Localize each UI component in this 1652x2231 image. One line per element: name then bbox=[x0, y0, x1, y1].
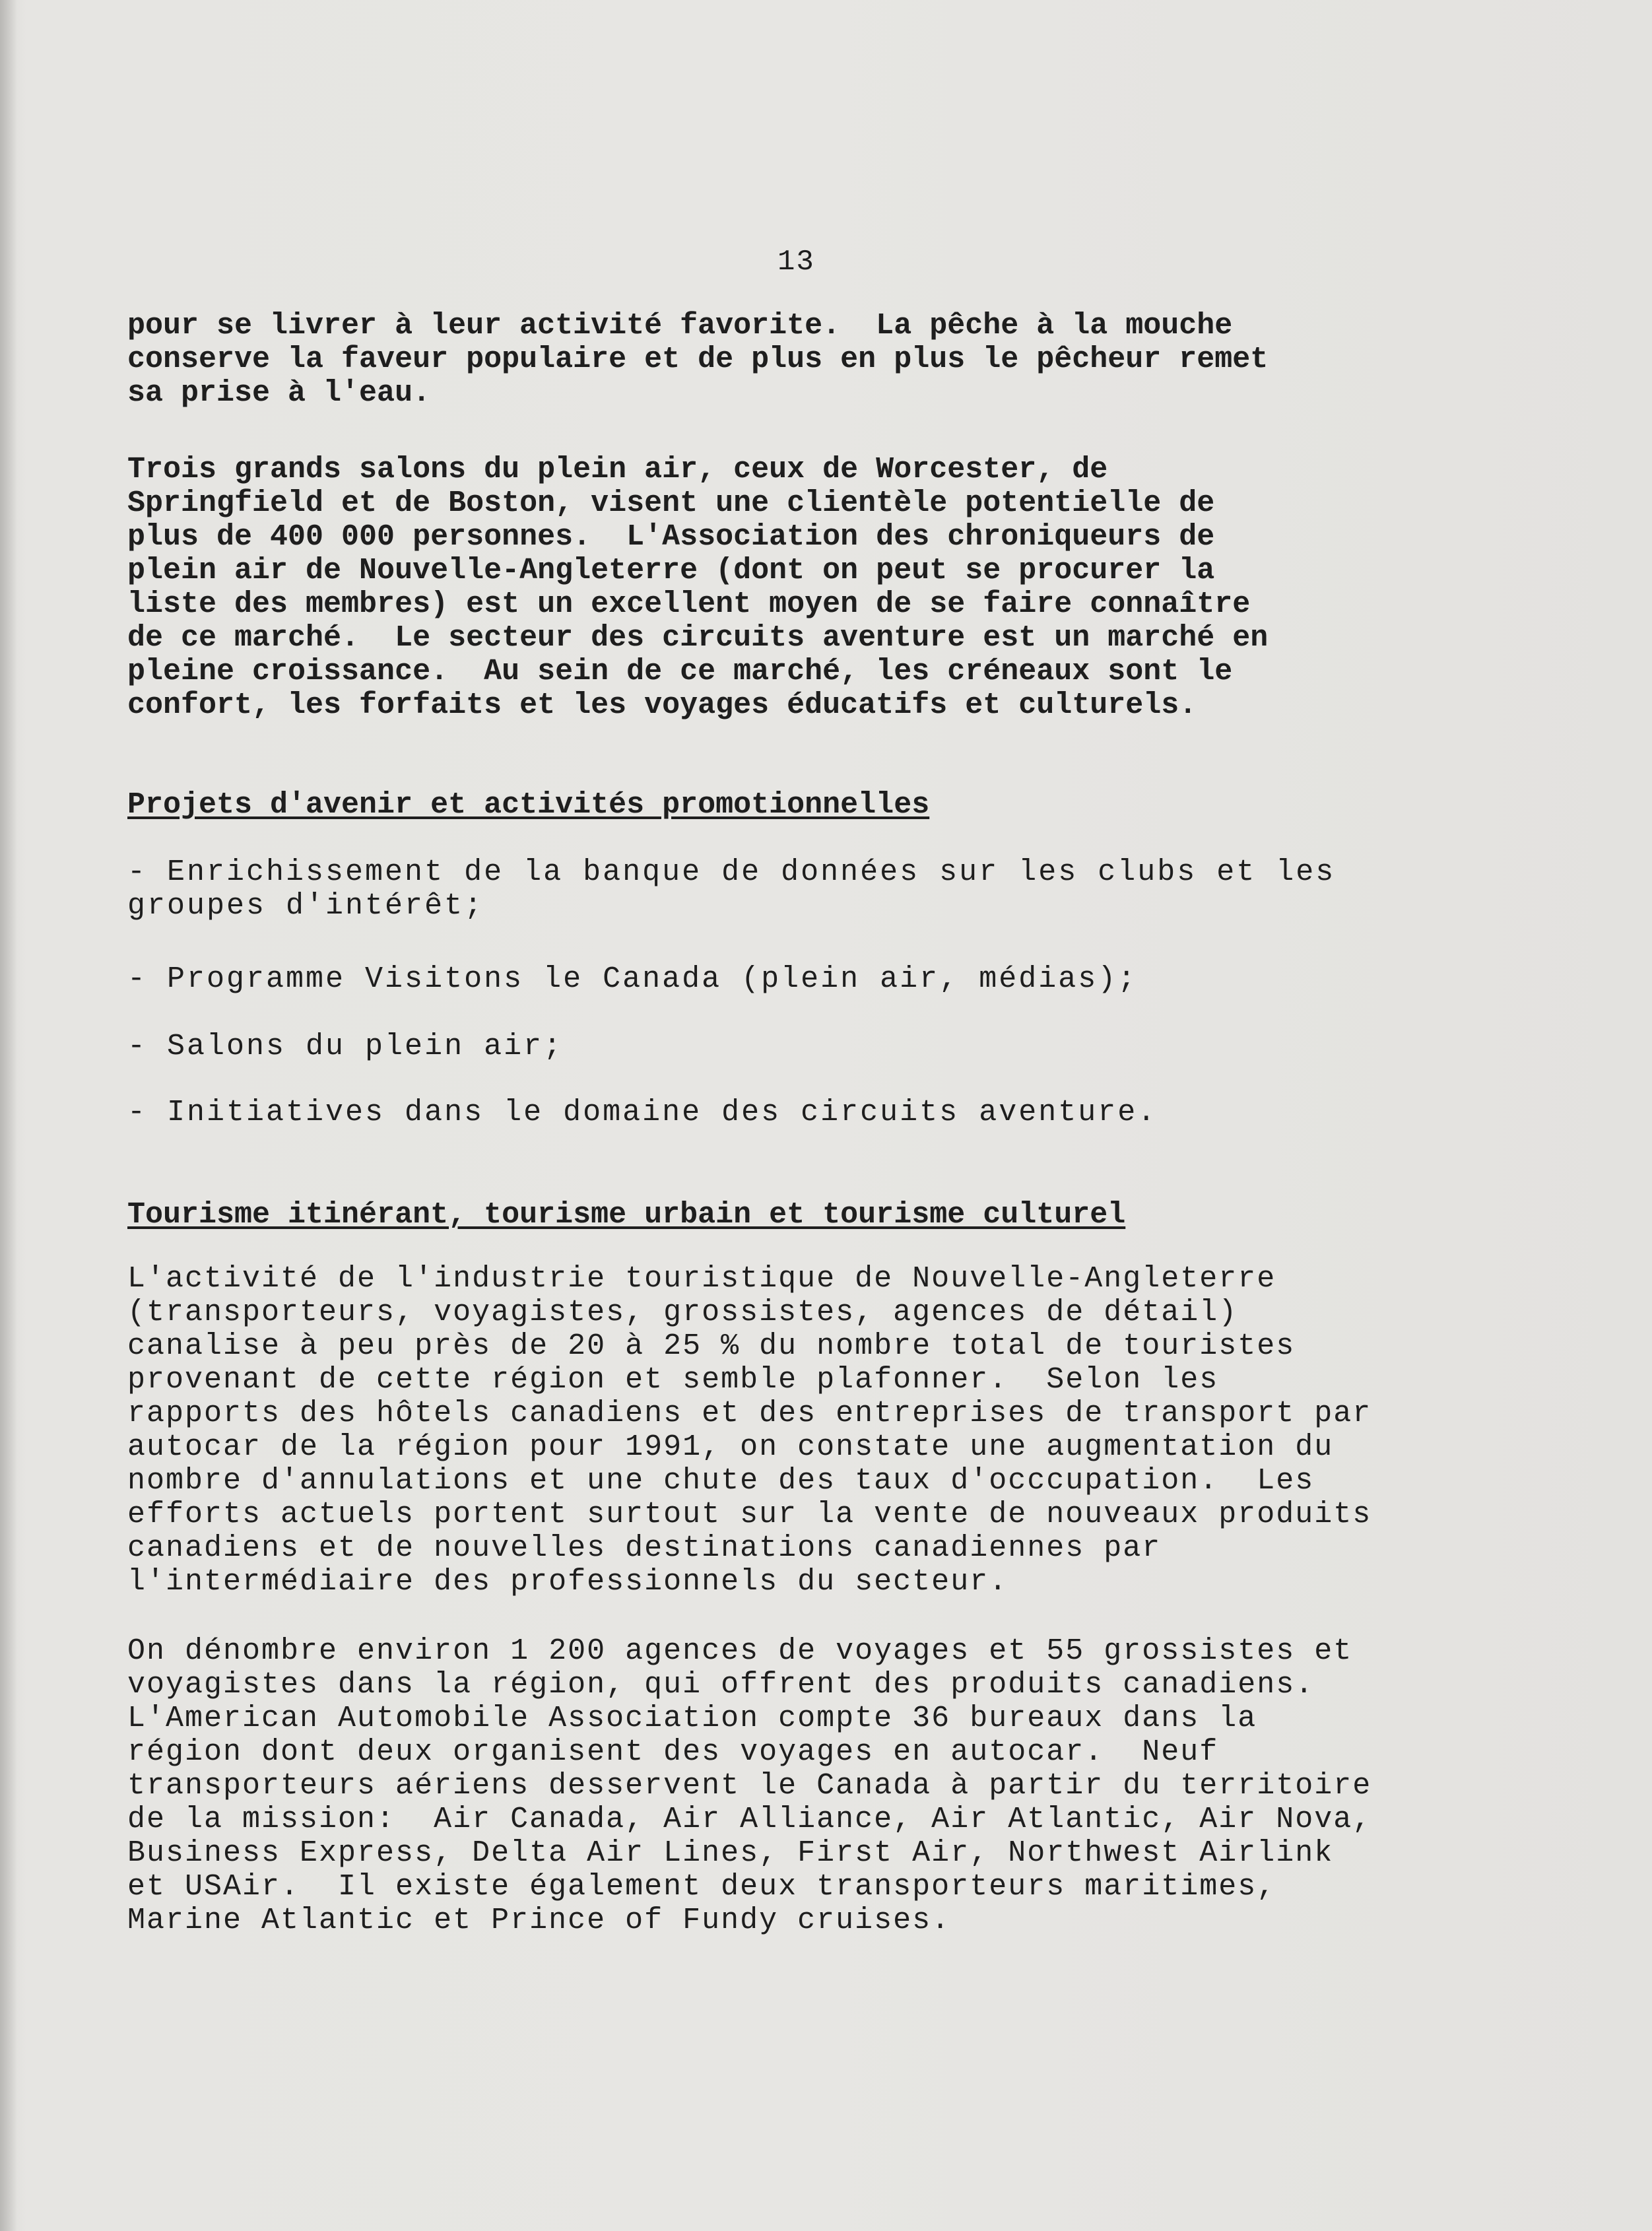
list-item: - Salons du plein air; bbox=[127, 1030, 564, 1063]
page-number: 13 bbox=[777, 246, 815, 279]
heading-future-projects: Projets d'avenir et activités promotionnelles bbox=[127, 788, 930, 822]
list-item: - Enrichissement de la banque de données sur les clubs et les groupes d'intérêt; bbox=[127, 855, 1336, 923]
paragraph-agencies-carriers: On dénombre environ 1 200 agences de voyages et 55 grossistes et voyagistes dans la région, qui offrent des produits canadiens. L'American Automobile Association compte 36 bureaux dans la région dont deux organisent des voyages en autocar. Neuf transporteurs aériens desservent le Canada à partir du territoire de la mission: Air Canada, Air Alliance, Air Atlantic, Air Nova, Business Express, Delta Air Lines, First Air, Northwest Airlink et USAir. Il existe également deux transporteurs maritimes, Marine Atlantic et Prince of Fundy cruises. bbox=[127, 1634, 1372, 1937]
list-item: - Programme Visitons le Canada (plein air, médias); bbox=[127, 962, 1138, 996]
page-edge-shadow bbox=[0, 0, 17, 2231]
paragraph-industry-activity: L'activité de l'industrie touristique de Nouvelle-Angleterre (transporteurs, voyagistes, grossistes, agences de détail) canalise à peu près de 20 à 25 % du nombre total de touristes provenant de cette région et semble plafonner. Selon les rapports des hôtels canadiens et des entreprises de transport par autocar de la région pour 1991, on constate une augmentation du nombre d'annulations et une chute des taux d'occcupation. Les efforts actuels portent surtout sur la vente de nouveaux produits canadiens et de nouvelles destinations canadiennes par l'intermédiaire des professionnels du secteur. bbox=[127, 1262, 1372, 1599]
heading-touring-tourism: Tourisme itinérant, tourisme urbain et tourisme culturel bbox=[127, 1198, 1126, 1232]
paragraph-outdoor-shows: Trois grands salons du plein air, ceux de Worcester, de Springfield et de Boston, visent une clientèle potentielle de plus de 400 000 personnes. L'Association des chroniqueurs de plein air de Nouvelle-Angleterre (dont on peut se procurer la liste des membres) est un excellent moyen de se faire connaître de ce marché. Le secteur des circuits aventure est un marché en pleine croissance. Au sein de ce marché, les créneaux sont le confort, les forfaits et les voyages éducatifs et culturels. bbox=[127, 453, 1269, 722]
list-item: - Initiatives dans le domaine des circuits aventure. bbox=[127, 1096, 1158, 1129]
paragraph-fishing: pour se livrer à leur activité favorite. La pêche à la mouche conserve la faveur populaire et de plus en plus le pêcheur remet sa prise à l'eau. bbox=[127, 309, 1269, 410]
